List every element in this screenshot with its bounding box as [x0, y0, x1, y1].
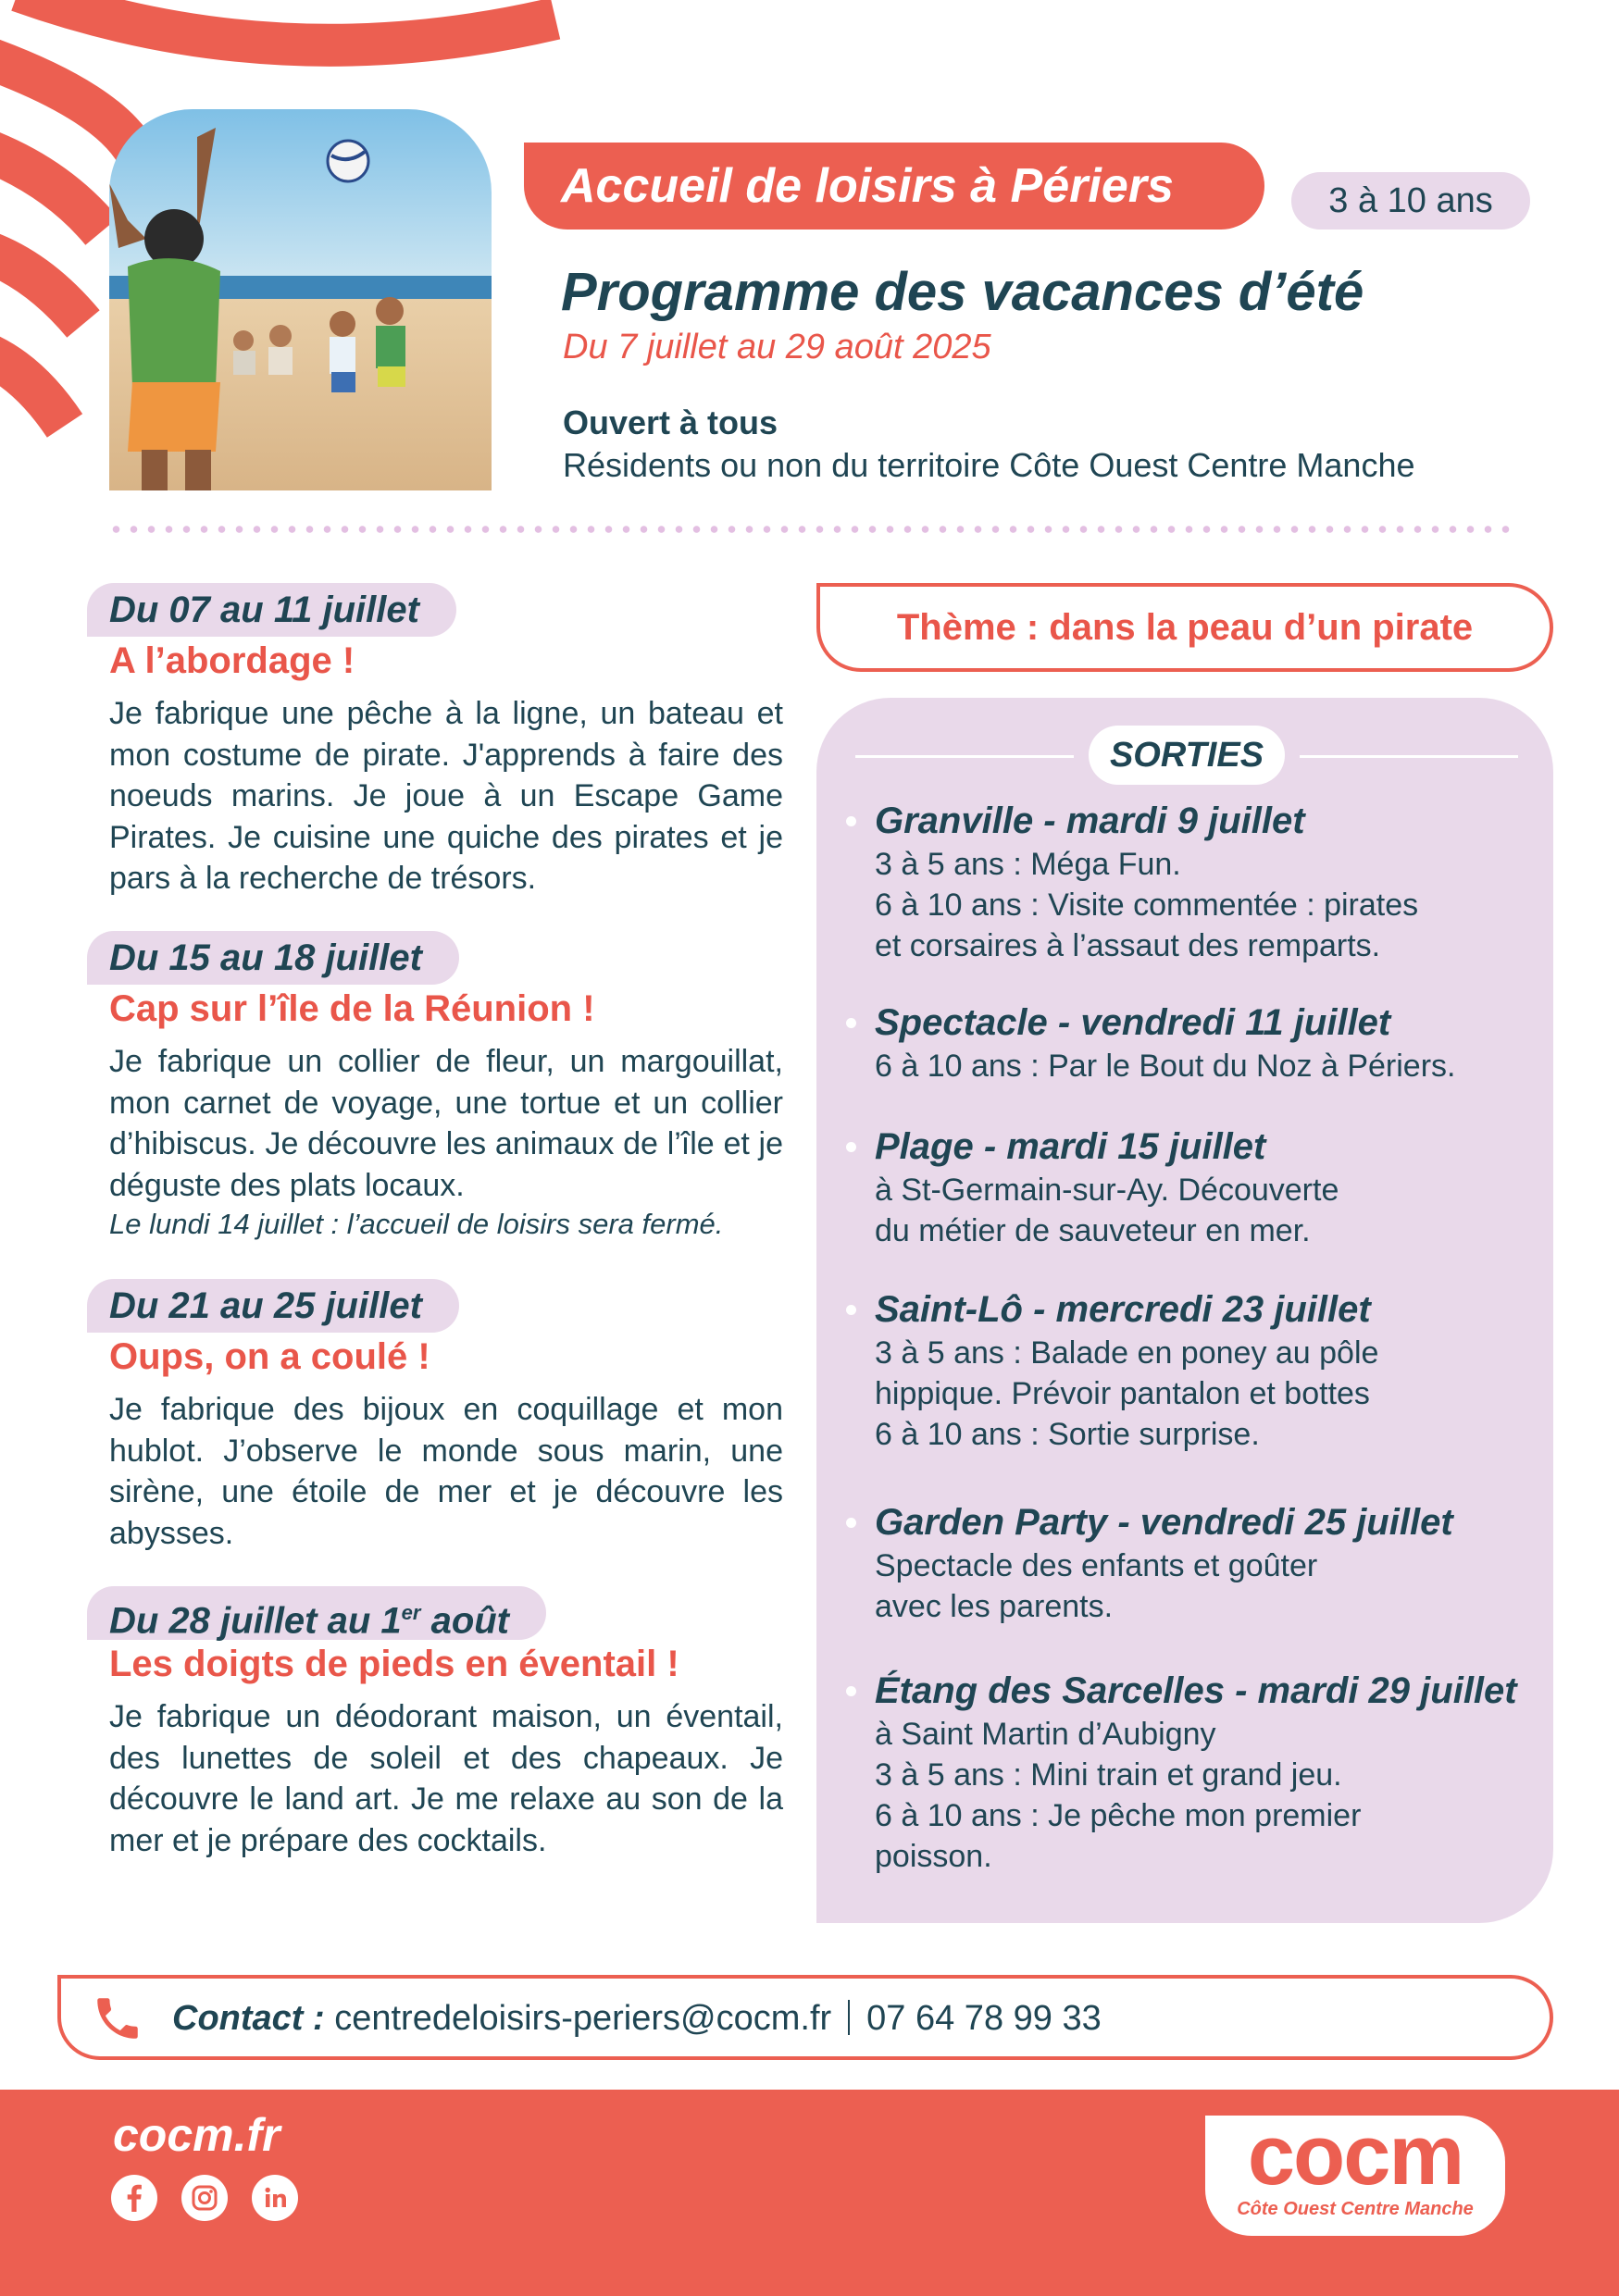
sortie-item [842, 1668, 1527, 1877]
bullet-icon [846, 1518, 856, 1528]
sortie-line: 6 à 10 ans : Visite commentée : pirates [875, 887, 1419, 923]
sortie-title: Spectacle - vendredi 11 juillet [875, 1002, 1391, 1043]
sortie-line: 3 à 5 ans : Méga Fun. [875, 847, 1181, 882]
bullet-icon [846, 816, 856, 826]
sortie-line: à St-Germain-sur-Ay. Découverte [875, 1173, 1339, 1208]
sortie-line: 3 à 5 ans : Balade en poney au pôle [875, 1335, 1379, 1371]
sortie-line: 6 à 10 ans : Sortie surprise. [875, 1417, 1260, 1452]
sorties-divider-right [1300, 755, 1518, 758]
contact-phone[interactable]: 07 64 78 99 33 [866, 1999, 1102, 2038]
sorties-divider-left [855, 755, 1074, 758]
week-dates-end: août [420, 1600, 509, 1642]
contact-separator [848, 2000, 850, 2035]
week-description: Je fabrique un déodorant maison, un éventail, des lunettes de soleil et des chapeaux. Je découvre le land art. Je me relaxe au son de la mer et je prépare des cocktails. [109, 1699, 783, 1858]
sortie-line: avec les parents. [875, 1589, 1114, 1624]
sortie-line: 6 à 10 ans : Je pêche mon premier [875, 1798, 1362, 1833]
week-title: Les doigts de pieds en éventail ! [109, 1644, 679, 1684]
sortie-item [842, 798, 1527, 966]
sortie-item [842, 1123, 1527, 1251]
week-description: Je fabrique un collier de fleur, un margouillat, mon carnet de voyage, une tortue et un collier d’hibiscus. Je découvre les animaux de l’île et je déguste des plats locaux. [109, 1044, 783, 1203]
open-to-all-subtitle: Résidents ou non du territoire Côte Ouest Centre Manche [563, 446, 1415, 484]
sortie-title: Plage - mardi 15 juillet [875, 1126, 1266, 1167]
footer-site-link[interactable]: cocm.fr [113, 2109, 280, 2161]
sortie-line: 6 à 10 ans : Par le Bout du Noz à Périers. [875, 1049, 1456, 1084]
phone-icon [91, 1992, 144, 2045]
linkedin-icon[interactable] [252, 2175, 298, 2221]
title-banner: Accueil de loisirs à Périers [524, 143, 1264, 230]
week-dates: Du 15 au 18 juillet [87, 931, 459, 985]
week-dates: Du 07 au 11 juillet [87, 583, 456, 637]
cocm-logo-word: cocm [1247, 2108, 1463, 2203]
week-dates [87, 1586, 546, 1640]
sortie-line: du métier de sauveteur en mer. [875, 1213, 1311, 1248]
sortie-line: poisson. [875, 1839, 992, 1874]
sortie-title: Saint-Lô - mercredi 23 juillet [875, 1289, 1371, 1330]
open-to-all-heading: Ouvert à tous [563, 403, 778, 441]
sortie-line: et corsaires à l’assaut des remparts. [875, 928, 1381, 963]
sortie-line: 3 à 5 ans : Mini train et grand jeu. [875, 1757, 1342, 1793]
week-title: Cap sur l’île de la Réunion ! [109, 988, 595, 1029]
week-title: A l’abordage ! [109, 640, 355, 681]
contact-label: Contact : [172, 1999, 325, 2038]
week-dates: Du 21 au 25 juillet [87, 1279, 459, 1333]
sortie-title: Garden Party - vendredi 25 juillet [875, 1502, 1453, 1543]
cocm-logo-tagline: Côte Ouest Centre Manche [1237, 2199, 1474, 2219]
week-block [87, 1279, 783, 1554]
contact-line [172, 1993, 1102, 2043]
hero-photo [109, 109, 492, 490]
week-dates-sup: er [401, 1601, 421, 1624]
week-title: Oups, on a coulé ! [109, 1336, 430, 1377]
age-range-badge: 3 à 10 ans [1291, 172, 1530, 230]
sortie-title: Granville - mardi 9 juillet [875, 800, 1305, 841]
sortie-line: Spectacle des enfants et goûter [875, 1548, 1318, 1583]
week-block [87, 1586, 783, 1861]
sortie-title: Étang des Sarcelles - mardi 29 juillet [875, 1670, 1517, 1711]
contact-email-link[interactable]: centredeloisirs-periers@cocm.fr [334, 1999, 832, 2038]
theme-box: Thème : dans la peau d’un pirate [816, 583, 1553, 672]
week-description: Je fabrique une pêche à la ligne, un bateau et mon costume de pirate. J'apprends à faire des noeuds marins. Je joue à un Escape Game Pirates. Je cuisine une quiche des pirates et je pars à la recherche de trésors. [109, 696, 783, 896]
facebook-icon[interactable] [111, 2175, 157, 2221]
sortie-line: hippique. Prévoir pantalon et bottes [875, 1376, 1370, 1411]
instagram-icon[interactable] [181, 2175, 228, 2221]
sorties-heading: SORTIES [1089, 726, 1285, 785]
sortie-item [842, 1499, 1527, 1627]
week-block [87, 583, 783, 900]
bullet-icon [846, 1686, 856, 1696]
week-dates-main: Du 28 juillet au 1 [109, 1600, 402, 1642]
bullet-icon [846, 1305, 856, 1315]
week-closure-note: Le lundi 14 juillet : l’accueil de loisirs sera fermé. [109, 1208, 724, 1240]
sortie-line: à Saint Martin d’Aubigny [875, 1717, 1216, 1752]
dotted-divider [107, 526, 1514, 533]
bullet-icon [846, 1018, 856, 1028]
sortie-item [842, 999, 1527, 1086]
bullet-icon [846, 1142, 856, 1152]
program-dates: Du 7 juillet au 29 août 2025 [563, 328, 991, 366]
program-title: Programme des vacances d’été [561, 262, 1364, 322]
sortie-item [842, 1286, 1527, 1455]
week-description: Je fabrique des bijoux en coquillage et mon hublot. J’observe le monde sous marin, une sirène, une étoile de mer et je découvre les abysses. [109, 1392, 783, 1551]
week-block [87, 931, 783, 1241]
